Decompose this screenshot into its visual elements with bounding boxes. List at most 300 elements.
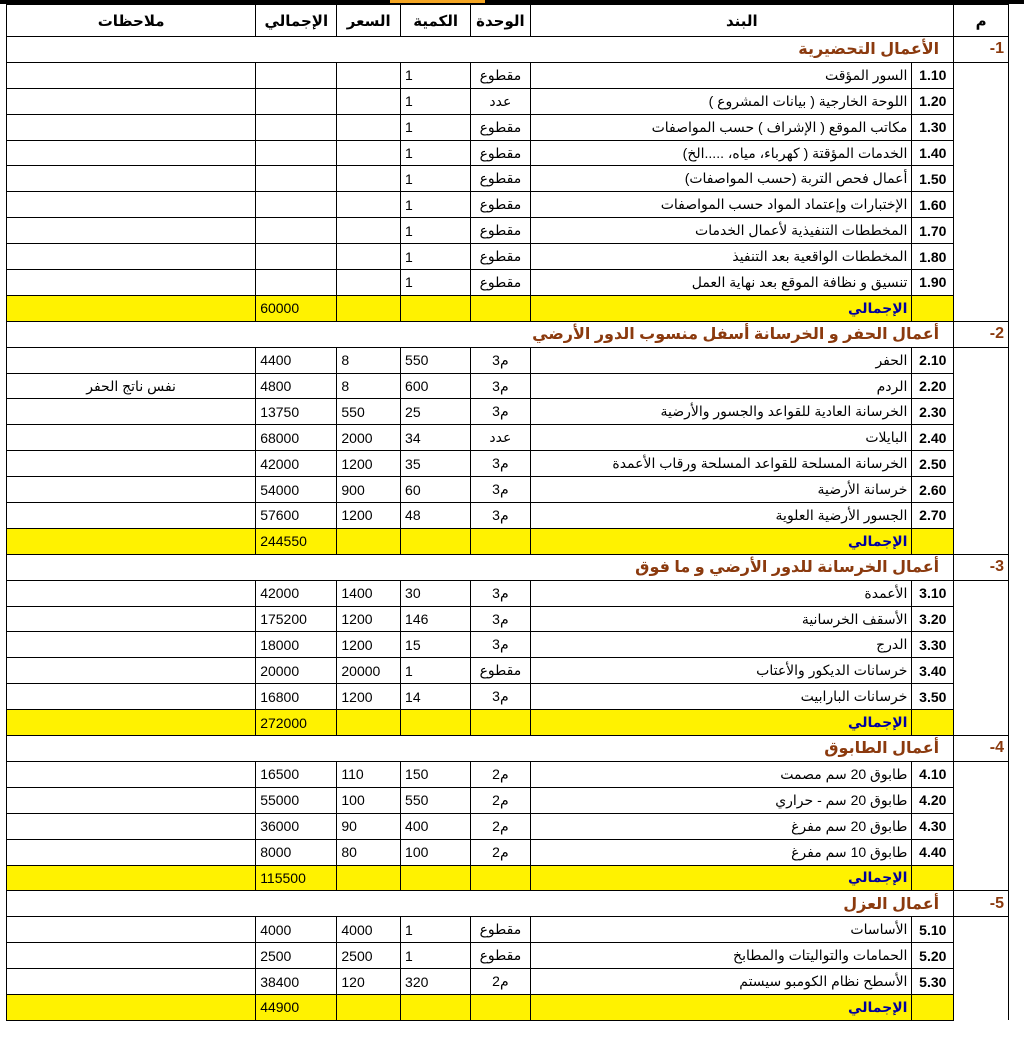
item-qty: 400 <box>401 813 471 839</box>
item-code: 2.60 <box>912 477 954 503</box>
item-price: 1200 <box>337 503 401 529</box>
table-row <box>7 969 1009 995</box>
row-spacer <box>954 761 1009 787</box>
row-spacer <box>954 528 1009 554</box>
item-name: الردم <box>530 373 912 399</box>
item-total: 2500 <box>256 943 337 969</box>
item-total: 175200 <box>256 606 337 632</box>
item-price: 4000 <box>337 917 401 943</box>
total-notes-cell <box>7 710 256 736</box>
item-notes <box>7 658 256 684</box>
total-notes-cell <box>7 994 256 1020</box>
item-name: طابوق 10 سم مفرغ <box>530 839 912 865</box>
item-name: الخرسانة المسلحة للقواعد المسلحة ورقاب الأعمدة <box>530 451 912 477</box>
item-total: 13750 <box>256 399 337 425</box>
row-spacer <box>954 606 1009 632</box>
row-spacer <box>954 684 1009 710</box>
item-code: 4.10 <box>912 761 954 787</box>
item-qty: 550 <box>401 347 471 373</box>
total-notes-cell <box>7 295 256 321</box>
item-unit: عدد <box>471 425 530 451</box>
item-total <box>256 166 337 192</box>
item-total: 4800 <box>256 373 337 399</box>
item-total: 57600 <box>256 503 337 529</box>
item-price <box>337 270 401 296</box>
table-row <box>7 787 1009 813</box>
section-total-label: الإجمالي <box>530 994 912 1020</box>
item-unit: مقطوع <box>471 192 530 218</box>
table-row <box>7 399 1009 425</box>
item-price <box>337 114 401 140</box>
item-notes <box>7 632 256 658</box>
section-total-row <box>7 994 1009 1020</box>
item-name: تنسيق و نظافة الموقع بعد نهاية العمل <box>530 270 912 296</box>
table-row <box>7 244 1009 270</box>
item-qty: 34 <box>401 425 471 451</box>
item-total <box>256 88 337 114</box>
item-notes <box>7 425 256 451</box>
item-unit: مقطوع <box>471 658 530 684</box>
table-row <box>7 943 1009 969</box>
item-name: مكاتب الموقع ( الإشراف ) حسب المواصفات <box>530 114 912 140</box>
row-spacer <box>954 994 1009 1020</box>
item-code: 2.30 <box>912 399 954 425</box>
section-header-row <box>7 321 1009 347</box>
row-spacer <box>954 347 1009 373</box>
top-accent <box>390 0 485 3</box>
row-spacer <box>954 140 1009 166</box>
item-code: 1.80 <box>912 244 954 270</box>
item-code: 2.20 <box>912 373 954 399</box>
item-unit: مقطوع <box>471 166 530 192</box>
item-unit: م3 <box>471 580 530 606</box>
table-body <box>7 37 1009 1021</box>
item-qty: 48 <box>401 503 471 529</box>
item-price <box>337 192 401 218</box>
table-row <box>7 347 1009 373</box>
item-notes: نفس ناتج الحفر <box>7 373 256 399</box>
bill-of-quantities-table <box>6 4 1009 1021</box>
section-total-value: 272000 <box>256 710 337 736</box>
table-row <box>7 270 1009 296</box>
item-unit: م3 <box>471 347 530 373</box>
item-notes <box>7 943 256 969</box>
item-notes <box>7 62 256 88</box>
section-total-label: الإجمالي <box>530 295 912 321</box>
item-unit: مقطوع <box>471 62 530 88</box>
table-row <box>7 684 1009 710</box>
item-unit: م3 <box>471 632 530 658</box>
item-price <box>337 166 401 192</box>
row-spacer <box>954 503 1009 529</box>
section-header-row <box>7 891 1009 917</box>
section-header-row <box>7 736 1009 762</box>
item-price <box>337 244 401 270</box>
item-total: 55000 <box>256 787 337 813</box>
item-name: الإختبارات وإعتماد المواد حسب المواصفات <box>530 192 912 218</box>
item-price <box>337 140 401 166</box>
item-code: 4.20 <box>912 787 954 813</box>
header-total: الإجمالي <box>256 5 337 37</box>
total-code-cell <box>912 865 954 891</box>
row-spacer <box>954 399 1009 425</box>
row-spacer <box>954 373 1009 399</box>
row-spacer <box>954 943 1009 969</box>
item-name: الأسطح نظام الكومبو سيستم <box>530 969 912 995</box>
table-row <box>7 166 1009 192</box>
item-unit: مقطوع <box>471 218 530 244</box>
item-unit: مقطوع <box>471 140 530 166</box>
item-name: طابوق 20 سم - حراري <box>530 787 912 813</box>
item-name: خرسانات البارابيت <box>530 684 912 710</box>
item-price: 90 <box>337 813 401 839</box>
item-unit: مقطوع <box>471 917 530 943</box>
item-name: الجسور الأرضية العلوية <box>530 503 912 529</box>
item-price: 1200 <box>337 632 401 658</box>
total-price-cell <box>337 710 401 736</box>
item-qty: 1 <box>401 218 471 244</box>
item-total: 20000 <box>256 658 337 684</box>
item-name: طابوق 20 سم مفرغ <box>530 813 912 839</box>
item-total: 16800 <box>256 684 337 710</box>
item-notes <box>7 580 256 606</box>
item-qty: 25 <box>401 399 471 425</box>
section-total-label: الإجمالي <box>530 865 912 891</box>
item-price: 120 <box>337 969 401 995</box>
row-spacer <box>954 865 1009 891</box>
row-spacer <box>954 62 1009 88</box>
total-unit-cell <box>471 528 530 554</box>
item-price: 20000 <box>337 658 401 684</box>
row-spacer <box>954 839 1009 865</box>
item-total: 18000 <box>256 632 337 658</box>
table-row <box>7 632 1009 658</box>
item-unit: م3 <box>471 373 530 399</box>
header-unit: الوحدة <box>471 5 530 37</box>
section-title: أعمال الحفر و الخرسانة أسفل منسوب الدور الأرضي <box>7 321 954 347</box>
item-qty: 14 <box>401 684 471 710</box>
item-notes <box>7 917 256 943</box>
table-row <box>7 62 1009 88</box>
item-qty: 550 <box>401 787 471 813</box>
item-code: 5.20 <box>912 943 954 969</box>
section-total-label: الإجمالي <box>530 710 912 736</box>
item-price: 8 <box>337 347 401 373</box>
item-total: 68000 <box>256 425 337 451</box>
row-spacer <box>954 917 1009 943</box>
total-code-cell <box>912 994 954 1020</box>
total-qty-cell <box>401 528 471 554</box>
item-price <box>337 88 401 114</box>
total-code-cell <box>912 528 954 554</box>
item-name: الحمامات والتواليتات والمطابخ <box>530 943 912 969</box>
item-qty: 1 <box>401 62 471 88</box>
table-row <box>7 451 1009 477</box>
item-notes <box>7 192 256 218</box>
section-total-label: الإجمالي <box>530 528 912 554</box>
total-qty-cell <box>401 994 471 1020</box>
item-unit: م3 <box>471 503 530 529</box>
total-code-cell <box>912 295 954 321</box>
item-price: 1200 <box>337 451 401 477</box>
item-name: الأسقف الخرسانية <box>530 606 912 632</box>
section-header-row <box>7 37 1009 63</box>
item-total <box>256 114 337 140</box>
item-price: 8 <box>337 373 401 399</box>
item-qty: 30 <box>401 580 471 606</box>
item-qty: 35 <box>401 451 471 477</box>
item-total: 38400 <box>256 969 337 995</box>
item-total <box>256 62 337 88</box>
item-qty: 1 <box>401 658 471 684</box>
item-price: 550 <box>337 399 401 425</box>
section-total-value: 244550 <box>256 528 337 554</box>
item-unit: م2 <box>471 969 530 995</box>
total-price-cell <box>337 994 401 1020</box>
table-row <box>7 140 1009 166</box>
item-total: 4400 <box>256 347 337 373</box>
item-notes <box>7 88 256 114</box>
item-qty: 146 <box>401 606 471 632</box>
item-code: 1.20 <box>912 88 954 114</box>
item-unit: م3 <box>471 606 530 632</box>
total-notes-cell <box>7 528 256 554</box>
item-unit: مقطوع <box>471 270 530 296</box>
row-spacer <box>954 244 1009 270</box>
row-spacer <box>954 658 1009 684</box>
section-total-row <box>7 865 1009 891</box>
section-title: الأعمال التحضيرية <box>7 37 954 63</box>
item-unit: مقطوع <box>471 114 530 140</box>
item-unit: عدد <box>471 88 530 114</box>
section-number: 5- <box>954 891 1009 917</box>
item-unit: م2 <box>471 813 530 839</box>
total-unit-cell <box>471 865 530 891</box>
item-notes <box>7 503 256 529</box>
item-total: 54000 <box>256 477 337 503</box>
table-row <box>7 114 1009 140</box>
total-price-cell <box>337 865 401 891</box>
item-qty: 600 <box>401 373 471 399</box>
item-name: الأساسات <box>530 917 912 943</box>
item-name: أعمال فحص التربة (حسب المواصفات) <box>530 166 912 192</box>
item-unit: م3 <box>471 451 530 477</box>
item-name: المخططات التنفيذية لأعمال الخدمات <box>530 218 912 244</box>
total-qty-cell <box>401 710 471 736</box>
row-spacer <box>954 969 1009 995</box>
row-spacer <box>954 192 1009 218</box>
item-code: 3.20 <box>912 606 954 632</box>
item-notes <box>7 166 256 192</box>
item-unit: م2 <box>471 787 530 813</box>
row-spacer <box>954 425 1009 451</box>
item-total: 42000 <box>256 580 337 606</box>
item-unit: م3 <box>471 399 530 425</box>
item-unit: م2 <box>471 839 530 865</box>
row-spacer <box>954 166 1009 192</box>
row-spacer <box>954 580 1009 606</box>
item-qty: 1 <box>401 140 471 166</box>
item-notes <box>7 218 256 244</box>
item-price: 110 <box>337 761 401 787</box>
section-number: 4- <box>954 736 1009 762</box>
item-qty: 100 <box>401 839 471 865</box>
item-qty: 150 <box>401 761 471 787</box>
header-no: م <box>954 5 1009 37</box>
section-total-row <box>7 295 1009 321</box>
row-spacer <box>954 632 1009 658</box>
item-code: 2.40 <box>912 425 954 451</box>
total-price-cell <box>337 528 401 554</box>
item-qty: 1 <box>401 943 471 969</box>
table-row <box>7 917 1009 943</box>
table-row <box>7 425 1009 451</box>
item-code: 4.30 <box>912 813 954 839</box>
table-row <box>7 761 1009 787</box>
row-spacer <box>954 218 1009 244</box>
item-notes <box>7 606 256 632</box>
header-item: البند <box>530 5 954 37</box>
total-unit-cell <box>471 710 530 736</box>
header-qty: الكمية <box>401 5 471 37</box>
item-notes <box>7 114 256 140</box>
total-qty-cell <box>401 295 471 321</box>
section-total-row <box>7 710 1009 736</box>
item-name: الخرسانة العادية للقواعد والجسور والأرضية <box>530 399 912 425</box>
item-notes <box>7 787 256 813</box>
item-name: طابوق 20 سم مصمت <box>530 761 912 787</box>
item-name: المخططات الواقعية بعد التنفيذ <box>530 244 912 270</box>
item-total: 36000 <box>256 813 337 839</box>
item-total <box>256 140 337 166</box>
table-header <box>7 5 1009 37</box>
section-total-value: 115500 <box>256 865 337 891</box>
item-code: 3.10 <box>912 580 954 606</box>
section-total-value: 60000 <box>256 295 337 321</box>
item-price <box>337 218 401 244</box>
section-total-row <box>7 528 1009 554</box>
row-spacer <box>954 477 1009 503</box>
item-notes <box>7 399 256 425</box>
row-spacer <box>954 710 1009 736</box>
total-unit-cell <box>471 295 530 321</box>
row-spacer <box>954 451 1009 477</box>
table-row <box>7 839 1009 865</box>
total-qty-cell <box>401 865 471 891</box>
item-name: الخدمات المؤقتة ( كهرباء، مياه، .....الخ) <box>530 140 912 166</box>
item-unit: مقطوع <box>471 244 530 270</box>
item-code: 2.10 <box>912 347 954 373</box>
row-spacer <box>954 88 1009 114</box>
item-total: 16500 <box>256 761 337 787</box>
item-name: اللوحة الخارجية ( بيانات المشروع ) <box>530 88 912 114</box>
item-code: 2.70 <box>912 503 954 529</box>
item-qty: 15 <box>401 632 471 658</box>
item-notes <box>7 244 256 270</box>
section-number: 1- <box>954 37 1009 63</box>
item-code: 5.10 <box>912 917 954 943</box>
table-row <box>7 813 1009 839</box>
item-total <box>256 192 337 218</box>
item-price: 900 <box>337 477 401 503</box>
table-row <box>7 373 1009 399</box>
item-unit: م3 <box>471 477 530 503</box>
item-notes <box>7 684 256 710</box>
header-notes: ملاحظات <box>7 5 256 37</box>
row-spacer <box>954 813 1009 839</box>
table-row <box>7 658 1009 684</box>
item-code: 1.30 <box>912 114 954 140</box>
table-row <box>7 477 1009 503</box>
item-name: الدرج <box>530 632 912 658</box>
item-notes <box>7 140 256 166</box>
item-name: الأعمدة <box>530 580 912 606</box>
item-notes <box>7 813 256 839</box>
table-row <box>7 606 1009 632</box>
item-code: 3.30 <box>912 632 954 658</box>
row-spacer <box>954 295 1009 321</box>
item-notes <box>7 477 256 503</box>
section-title: أعمال العزل <box>7 891 954 917</box>
item-price: 1400 <box>337 580 401 606</box>
table-row <box>7 218 1009 244</box>
item-unit: م3 <box>471 684 530 710</box>
header-price: السعر <box>337 5 401 37</box>
item-code: 4.40 <box>912 839 954 865</box>
item-qty: 1 <box>401 270 471 296</box>
item-qty: 1 <box>401 114 471 140</box>
item-name: البايلات <box>530 425 912 451</box>
item-price: 1200 <box>337 606 401 632</box>
item-code: 1.50 <box>912 166 954 192</box>
item-code: 3.40 <box>912 658 954 684</box>
item-total: 42000 <box>256 451 337 477</box>
item-qty: 320 <box>401 969 471 995</box>
total-notes-cell <box>7 865 256 891</box>
item-unit: م2 <box>471 761 530 787</box>
section-header-row <box>7 554 1009 580</box>
item-notes <box>7 969 256 995</box>
section-total-value: 44900 <box>256 994 337 1020</box>
item-unit: مقطوع <box>471 943 530 969</box>
item-price: 2500 <box>337 943 401 969</box>
total-code-cell <box>912 710 954 736</box>
section-number: 2- <box>954 321 1009 347</box>
item-price: 2000 <box>337 425 401 451</box>
item-price: 100 <box>337 787 401 813</box>
item-qty: 1 <box>401 244 471 270</box>
row-spacer <box>954 787 1009 813</box>
item-total <box>256 218 337 244</box>
item-total <box>256 270 337 296</box>
item-total <box>256 244 337 270</box>
table-row <box>7 503 1009 529</box>
item-name: الحفر <box>530 347 912 373</box>
item-price: 1200 <box>337 684 401 710</box>
item-code: 2.50 <box>912 451 954 477</box>
total-price-cell <box>337 295 401 321</box>
item-qty: 1 <box>401 192 471 218</box>
item-code: 1.10 <box>912 62 954 88</box>
item-notes <box>7 839 256 865</box>
item-name: خرسانة الأرضية <box>530 477 912 503</box>
item-name: خرسانات الديكور والأعتاب <box>530 658 912 684</box>
item-notes <box>7 270 256 296</box>
item-price: 80 <box>337 839 401 865</box>
item-total: 8000 <box>256 839 337 865</box>
row-spacer <box>954 114 1009 140</box>
item-notes <box>7 347 256 373</box>
